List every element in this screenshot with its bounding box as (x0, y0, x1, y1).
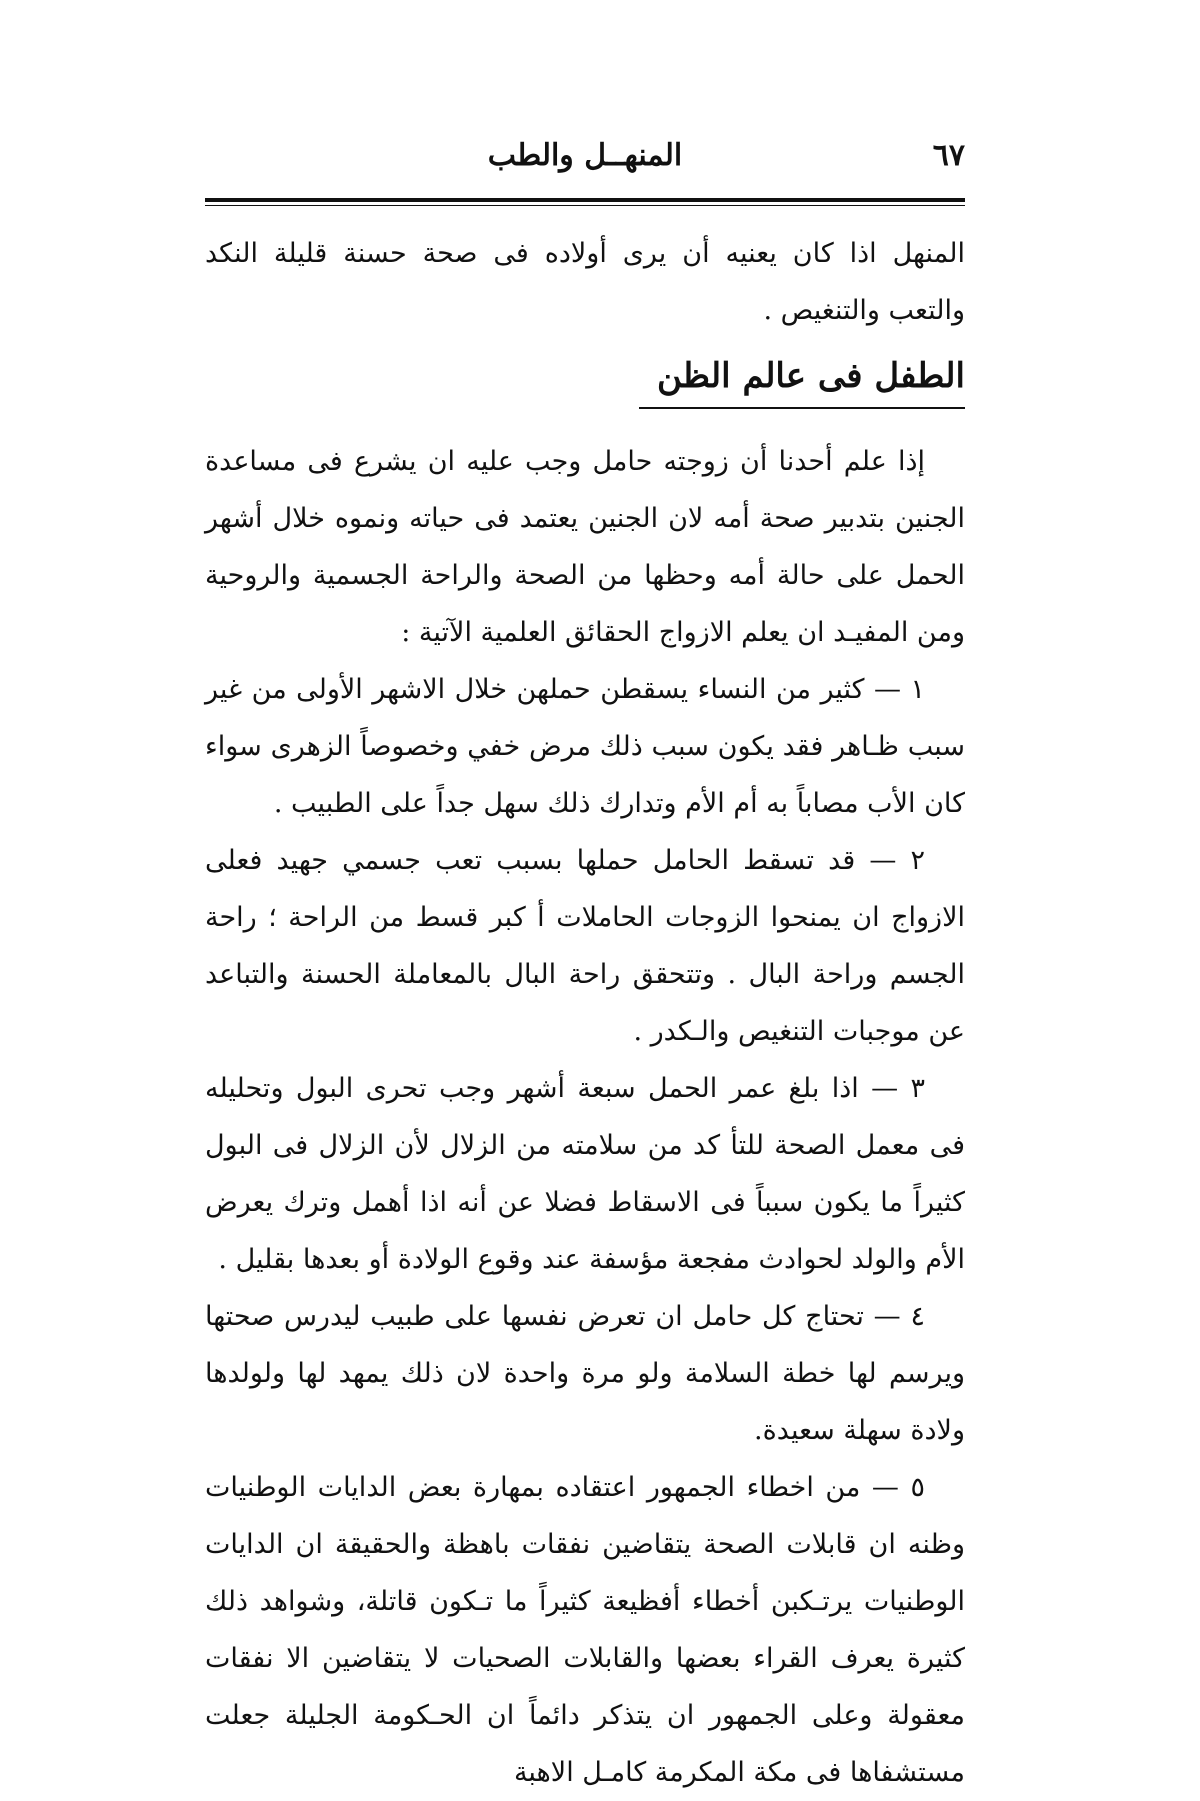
header-rule (205, 198, 965, 202)
section-heading (205, 339, 965, 433)
running-title: المنهــل والطب (487, 138, 683, 173)
paragraph-item-3: ٣ — اذا بلغ عمر الحمل سبعة أشهر وجب تحرى البول وتحليله فى معمل الصحة للتأ كد من سلامته من الزلال لأن الزلال فى البول كثيراً ما يكون سبباً فى الاسقاط فضلا عن أنه اذا أهمل وترك يعرض الأم والولد لحوادث مفجعة مؤسفة عند وقوع الولادة أو بعدها بقليل . (205, 1073, 965, 1275)
page-body (205, 225, 965, 1801)
header-rule-thin (205, 205, 965, 206)
intro-paragraph: المنهل اذا كان يعنيه أن يرى أولاده فى صحة حسنة قليلة النكد والتعب والتنغيص . (205, 238, 965, 326)
page-number: ٦٧ (932, 138, 965, 173)
paragraph-item-1: ١ — كثير من النساء يسقطن حملهن خلال الاشهر الأولى من غير سبب ظـاهر فقد يكون سبب ذلك مرض خفي وخصوصاً الزهرى سواء كان الأب مصاباً به أم الأم وتدارك ذلك سهل جداً على الطبيب . (205, 674, 965, 819)
paragraph-item-4: ٤ — تحتاج كل حامل ان تعرض نفسها على طبيب ليدرس صحتها ويرسم لها خطة السلامة ولو مرة واحدة لان ذلك يمهد لها ولولدها ولادة سهلة سعيدة. (205, 1301, 965, 1446)
running-header (205, 138, 965, 188)
paragraph-item-2: ٢ — قد تسقط الحامل حملها بسبب تعب جسمي جهيد فعلى الازواج ان يمنحوا الزوجات الحاملات أ كبر قسط من الراحة ؛ راحة الجسم وراحة البال . وتتحقق راحة البال بالمعاملة الحسنة والتباعد عن موجبات التنغيص والـكدر . (205, 845, 965, 1047)
paragraph-item-5: ٥ — من اخطاء الجمهور اعتقاده بمهارة بعض الدايات الوطنيات وظنه ان قابلات الصحة يتقاضين نفقات باهظة والحقيقة ان الدايات الوطنيات يرتـكبن أخطاء أفظيعة كثيراً ما تـكون قاتلة، وشواهد ذلك كثيرة يعرف القراء بعضها والقابلات الصحيات لا يتقاضين الا نفقات معقولة وعلى الجمهور ان يتذكر دائماً ان الحـكومة الجليلة جعلت مستشفاها فى مكة المكرمة كامـل الاهبة (205, 1472, 965, 1788)
section-heading-text: الطفل فى عالم الظن (639, 353, 965, 409)
paragraph-intro: إذا علم أحدنا أن زوجته حامل وجب عليه ان يشرع فى مساعدة الجنين بتدبير صحة أمه لان الجنين يعتمد فى حياته ونموه خلال أشهر الحمل على حالة أمه وحظها من الصحة والراحة الجسمية والروحية ومن المفيـد ان يعلم الازواج الحقائق العلمية الآتية : (205, 446, 965, 648)
